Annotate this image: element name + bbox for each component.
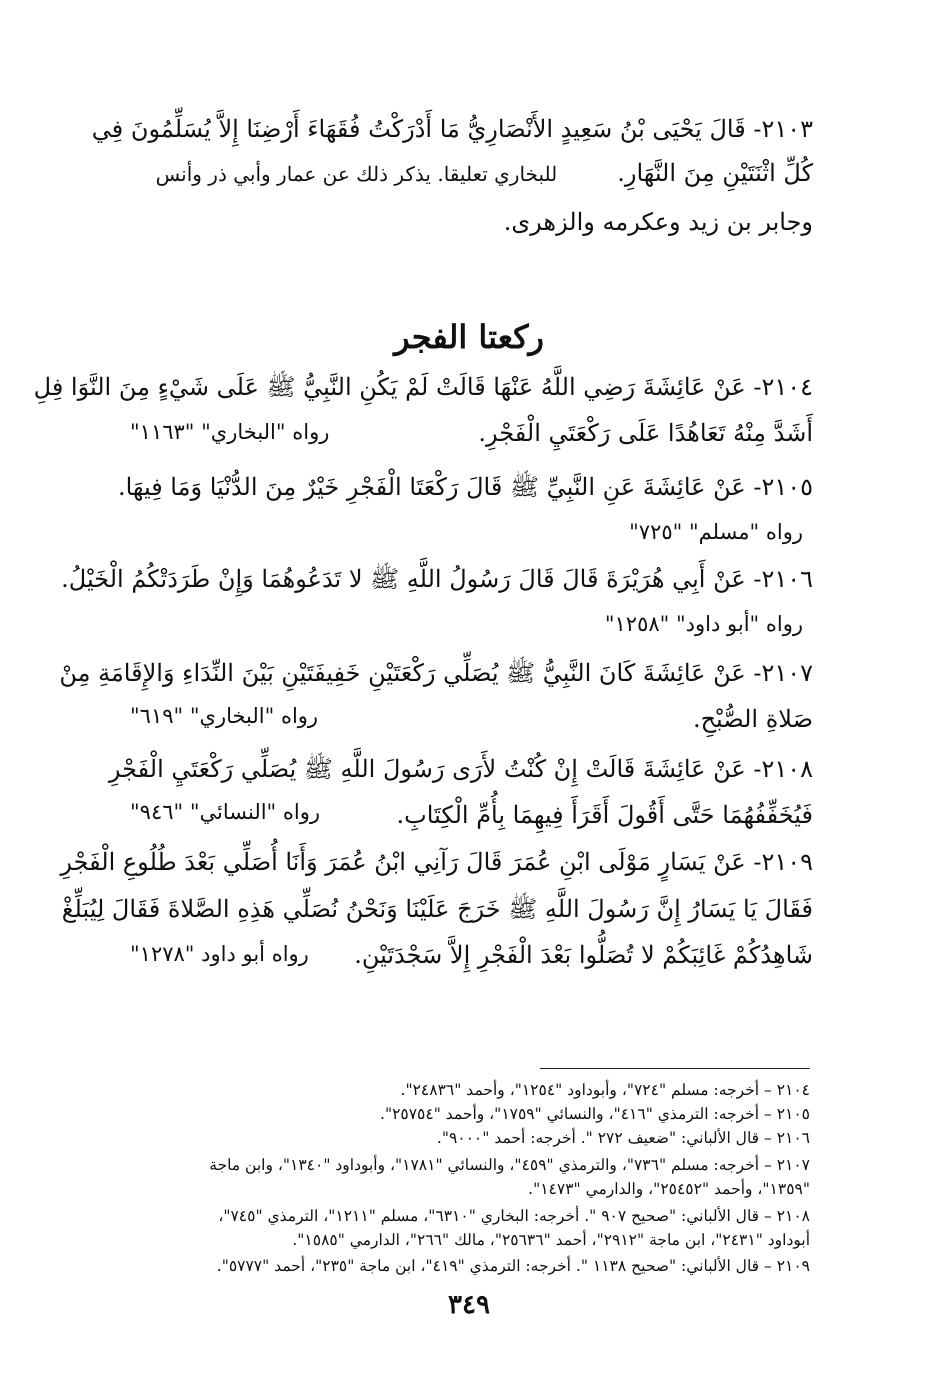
hadith-2108-reference: رواه "النسائي" "٩٤٦" [130,800,321,824]
hadith-2104-reference: رواه "البخاري" "١١٦٣" [130,420,330,444]
footnote-2105: ٢١٠٥ – أخرجه: الترمذي "٤١٦"، والنسائي "١٧٥٩"، وأحمد "٢٥٧٥٤". [380,1105,810,1123]
hadith-2109-line-3: شَاهِدُكُمْ غَائِبَكُمْ لا تُصَلُّوا بَعْدَ الْفَجْرِ إِلاَّ سَجْدَتَيْنِ. [354,941,813,969]
hadith-2108-line-2: فَيُخَفِّفُهُمَا حَتَّى أَقُولَ أَقَرَأَ فِيهِمَا بِأُمِّ الْكِتَابِ. [396,801,813,829]
hadith-2107-line-2: صَلاةِ الصُّبْحِ. [692,705,813,733]
hadith-2103-line-2 [125,156,813,191]
hadith-2106-line-1: ٢١٠٦- عَنْ أَبِي هُرَيْرَةَ قَالَ قَالَ رَسُولُ اللَّهِ ﷺ لا تَدَعُوهُمَا وَإِنْ طَرَدَتْكُمُ الْخَيْلُ. [61,565,813,593]
hadith-2104-line-2: أَشَدَّ مِنْهُ تَعَاهُدًا عَلَى رَكْعَتَيِ الْفَجْرِ. [478,419,813,447]
footnote-2107-line-2: "١٣٥٩"، وأحمد "٢٥٤٥٢"، والدارمي "١٤٧٣". [528,1180,810,1198]
hadith-2105-reference: رواه "مسلم" "٧٢٥" [629,520,803,544]
footnote-2108-line-2: أبوداود "٢٤٣١"، ابن ماجة "٢٩١٢"، أحمد "٢٥٦٣٦"، مالك "٢٦٦"، الدارمي "١٥٨٥". [292,1231,810,1249]
page-number: ٣٤٩ [448,1290,490,1320]
footnote-separator [540,1068,810,1069]
hadith-2103-source-note: للبخاري تعليقا. يذكر ذلك عن عمار وأبي ذر وأنس [155,162,558,186]
footnote-2104: ٢١٠٤ – أخرجه: مسلم "٧٢٤"، وأبوداود "١٢٥٤"، وأحمد "٢٤٨٣٦". [400,1081,810,1099]
hadith-2103-text-end: كُلِّ اثْنَتَيْنِ مِنَ النَّهَارِ. [617,159,813,187]
hadith-2107-reference: رواه "البخاري" "٦١٩" [130,704,319,728]
hadith-2103-line-3: وجابر بن زيد وعكرمه والزهرى. [503,208,813,236]
hadith-2108-line-1: ٢١٠٨- عَنْ عَائِشَةَ قَالَتْ إِنْ كُنْتُ لأَرَى رَسُولَ اللَّهِ ﷺ يُصَلِّي رَكْعَتَيِ الْفَجْرِ [108,755,813,783]
hadith-2105-line-1: ٢١٠٥- عَنْ عَائِشَةَ عَنِ النَّبِيِّ ﷺ قَالَ رَكْعَتَا الْفَجْرِ خَيْرٌ مِنَ الدُّنْيَا وَمَا فِيهَا. [117,473,813,501]
hadith-2103-line-1: ٢١٠٣- قَالَ يَحْيَى بْنُ سَعِيدٍ الأَنْصَارِيُّ مَا أَدْرَكْتُ فُقَهَاءَ أَرْضِنَا إِلاَّ يُسَلِّمُونَ فِي [91,115,813,143]
section-title: ركعتا الفجر [394,318,544,356]
hadith-2106-reference: رواه "أبو داود" "١٢٥٨" [604,612,803,636]
hadith-2109-reference: رواه أبو داود "١٢٧٨" [130,942,309,966]
footnote-2107-line-1: ٢١٠٧ – أخرجه: مسلم "٧٣٦"، والترمذي "٤٥٩"، والنسائي "١٧٨١"، وأبوداود "١٣٤٠"، وابن ماجة [209,1156,810,1174]
footnote-2109: ٢١٠٩ – قال الألباني: "صحيح ١١٣٨ ". أخرجه: الترمذي "٤١٩"، ابن ماجة "٢٣٥"، أحمد "٥٧٧٧". [216,1257,810,1275]
footnote-2108-line-1: ٢١٠٨ – قال الألباني: "صحيح ٩٠٧ ". أخرجه: البخاري "٦٣١٠"، مسلم "١٢١١"، الترمذي "٧٤٥"، [218,1207,810,1225]
hadith-2109-line-1: ٢١٠٩- عَنْ يَسَارٍ مَوْلَى ابْنِ عُمَرَ قَالَ رَآنِي ابْنُ عُمَرَ وَأَنَا أُصَلِّي بَعْدَ طُلُوعِ الْفَجْرِ [60,848,813,876]
hadith-2104-line-1: ٢١٠٤- عَنْ عَائِشَةَ رَضِي اللَّهُ عَنْهَا قَالَتْ لَمْ يَكُنِ النَّبِيُّ ﷺ عَلَى شَيْءٍ مِنَ النَّوَا فِلِ [33,373,813,401]
hadith-2109-line-2: فَقَالَ يَا يَسَارُ إِنَّ رَسُولَ اللَّهِ ﷺ خَرَجَ عَلَيْنَا وَنَحْنُ نُصَلِّي هَذِهِ الصَّلاةَ فَقَالَ لِيُبَلِّغْ [61,895,813,923]
hadith-2107-line-1: ٢١٠٧- عَنْ عَائِشَةَ كَانَ النَّبِيُّ ﷺ يُصَلِّي رَكْعَتَيْنِ خَفِيفَتَيْنِ بَيْنَ النِّدَاءِ وَالإِقَامَةِ مِنْ [59,659,813,687]
footnote-2106: ٢١٠٦ – قال الألباني: "ضعيف ٢٧٢ ". أخرجه: أحمد "٩٠٠٠". [436,1129,810,1147]
